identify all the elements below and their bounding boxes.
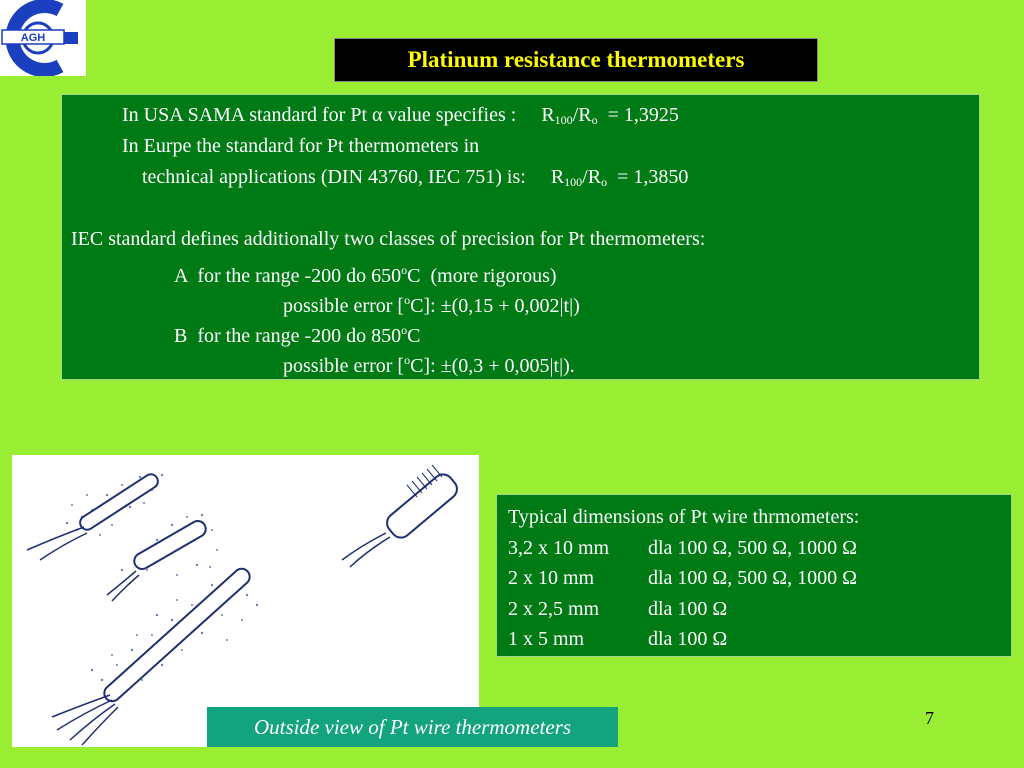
eu-standard-text: technical applications (DIN 43760, IEC 751) is: xyxy=(142,166,526,188)
dimensions-box xyxy=(496,494,1012,657)
page-title-text: Platinum resistance thermometers xyxy=(407,47,745,72)
standards-box xyxy=(61,94,980,380)
sama-ratio-value: = 1,3925 xyxy=(607,104,679,126)
dimension-values: dla 100 Ω xyxy=(648,598,728,620)
iec-standard-line: IEC standard defines additionally two classes of precision for Pt thermometers: xyxy=(71,228,706,250)
class-b-range-line: B for the range -200 do 850$^o$C xyxy=(174,323,421,347)
sama-standard-line xyxy=(122,104,679,131)
agh-logo-icon xyxy=(0,0,86,76)
dimension-size: 3,2 x 10 mm xyxy=(508,537,610,559)
dimension-size: 1 x 5 mm xyxy=(508,628,585,650)
class-b-error-line: possible error [$^o$C]: ±(0,3 + 0,005|t|). xyxy=(283,353,575,377)
sama-standard-text: In USA SAMA standard for Pt α value specifies : xyxy=(122,104,517,126)
dimension-size: 2 x 2,5 mm xyxy=(508,598,600,620)
pt-wire-thermometers-illustration xyxy=(12,455,479,747)
eu-ratio-formula: $R_{100}/R_o$ xyxy=(550,166,608,189)
class-a-range-line: A for the range -200 do 650$^o$C (more rigorous) xyxy=(174,263,557,287)
illustration-caption-text: Outside view of Pt wire thermometers xyxy=(253,714,572,739)
dimension-values: dla 100 Ω, 500 Ω, 1000 Ω xyxy=(648,567,858,589)
logo-text: AGH xyxy=(20,32,46,44)
class-a-error-line: possible error [$^o$C]: ±(0,15 + 0,002|t|) xyxy=(283,293,580,317)
dimension-size: 2 x 10 mm xyxy=(508,567,595,589)
eu-standard-line-1: In Eurpe the standard for Pt thermometers in xyxy=(122,135,480,157)
dimensions-heading: Typical dimensions of Pt wire thrmometers: xyxy=(508,506,860,528)
page-number: 7 xyxy=(925,708,934,728)
illustration-caption xyxy=(207,707,618,747)
eu-standard-line-2 xyxy=(142,166,688,193)
sama-ratio-formula: $R_{100}/R_o$ xyxy=(541,104,598,127)
page-title xyxy=(334,38,818,82)
dimension-values: dla 100 Ω xyxy=(648,628,728,650)
eu-ratio-value: = 1,3850 xyxy=(617,166,689,188)
dimension-values: dla 100 Ω, 500 Ω, 1000 Ω xyxy=(648,537,858,559)
